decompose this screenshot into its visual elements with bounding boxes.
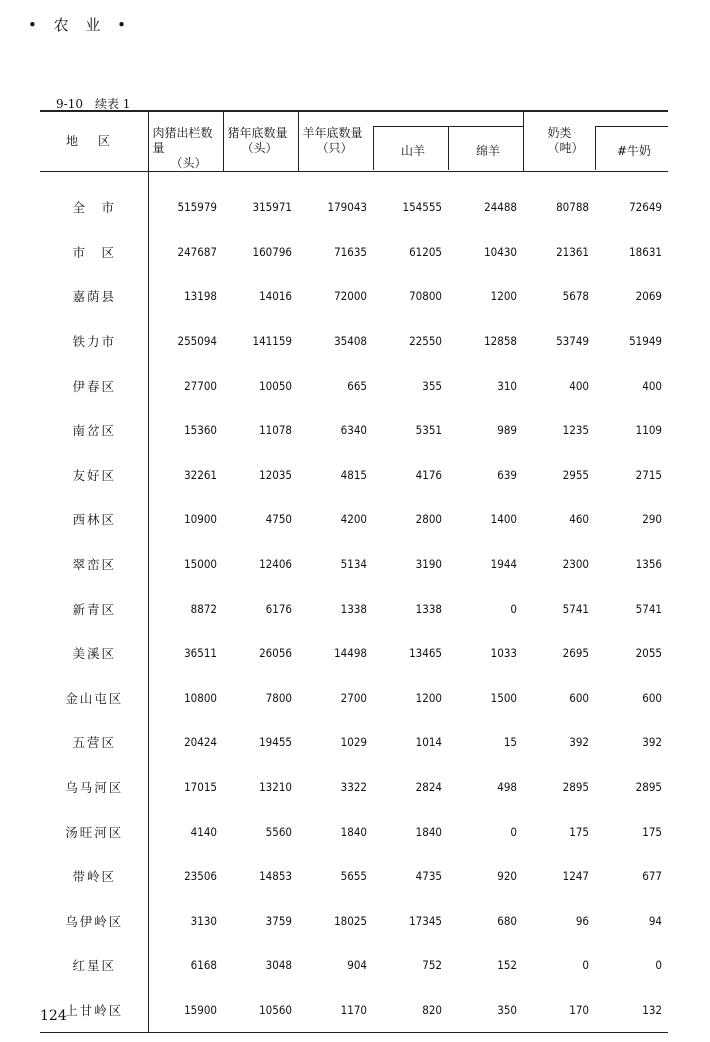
table-row: [40, 899, 668, 944]
region-cell: 五营区: [72, 735, 116, 751]
value-cell: 1200: [415, 690, 442, 705]
section-header: • 农 业 •: [28, 16, 132, 34]
region-cell: 翠峦区: [72, 557, 116, 573]
value-cell: 80788: [556, 200, 589, 215]
value-cell: 175: [642, 824, 662, 839]
value-cell: 600: [642, 690, 662, 705]
value-cell: 0: [582, 958, 589, 973]
value-cell: 15360: [148, 408, 223, 453]
value-cell: 400: [642, 378, 662, 393]
value-cell: 14853: [259, 869, 292, 884]
value-cell: 355: [422, 378, 442, 393]
header-sheep-stock-label: 羊年底数量: [302, 126, 363, 140]
region-cell: 南岔区: [72, 423, 116, 439]
table-row: [40, 453, 668, 498]
value-cell: 7800: [265, 690, 292, 705]
table-body: [40, 172, 668, 1033]
value-cell: 515979: [148, 172, 223, 230]
value-cell: 12858: [484, 334, 517, 349]
header-milk: [595, 111, 668, 172]
value-cell: 665: [347, 378, 367, 393]
value-cell: 35408: [334, 334, 367, 349]
value-cell: 4200: [340, 512, 367, 527]
value-cell: 2055: [635, 646, 662, 661]
header-dairy-label: 奶类: [547, 126, 572, 140]
value-cell: 460: [569, 512, 589, 527]
table-row: [40, 230, 668, 275]
value-cell: 5741: [562, 601, 589, 616]
value-cell: 5351: [415, 423, 442, 438]
value-cell: 8872: [148, 586, 223, 631]
value-cell: 2824: [415, 780, 442, 795]
value-cell: 310: [497, 378, 517, 393]
value-cell: 392: [642, 735, 662, 750]
statistics-table-wrapper: [40, 110, 668, 1033]
value-cell: 10900: [148, 497, 223, 542]
value-cell: 21361: [556, 244, 589, 259]
table-row: [40, 542, 668, 587]
header-pig-stock-unit: （头）: [241, 141, 278, 155]
region-cell: 伊春区: [72, 378, 116, 394]
value-cell: 1029: [340, 735, 367, 750]
table-row: [40, 363, 668, 408]
value-cell: 5134: [340, 557, 367, 572]
value-cell: 179043: [327, 200, 367, 215]
value-cell: 2069: [635, 289, 662, 304]
value-cell: 680: [497, 913, 517, 928]
value-cell: 400: [569, 378, 589, 393]
value-cell: 12406: [259, 557, 292, 572]
value-cell: 1840: [340, 824, 367, 839]
header-goat: [373, 111, 448, 172]
table-row: [40, 319, 668, 364]
value-cell: 17015: [148, 765, 223, 810]
region-cell: 西林区: [72, 512, 116, 528]
value-cell: 498: [497, 780, 517, 795]
table-row: [40, 172, 668, 230]
value-cell: 0: [510, 601, 517, 616]
value-cell: 94: [648, 913, 662, 928]
region-cell: 嘉荫县: [72, 289, 116, 305]
value-cell: 1338: [340, 601, 367, 616]
value-cell: 4750: [265, 512, 292, 527]
table-row: [40, 765, 668, 810]
value-cell: 1247: [562, 869, 589, 884]
value-cell: 2955: [562, 467, 589, 482]
region-cell: 铁力市: [72, 334, 116, 350]
value-cell: 920: [497, 869, 517, 884]
value-cell: 10560: [223, 988, 298, 1033]
header-sheep-stock: [298, 111, 373, 172]
value-cell: 1109: [635, 423, 662, 438]
value-cell: 989: [497, 423, 517, 438]
value-cell: 1500: [490, 690, 517, 705]
value-cell: 10050: [259, 378, 292, 393]
value-cell: 170: [523, 988, 595, 1033]
value-cell: 5678: [562, 289, 589, 304]
value-cell: 6340: [340, 423, 367, 438]
table-row: [40, 631, 668, 676]
value-cell: 677: [642, 869, 662, 884]
header-goat-label: 山羊: [401, 144, 426, 158]
value-cell: 350: [448, 988, 523, 1033]
value-cell: 1200: [490, 289, 517, 304]
value-cell: 1235: [562, 423, 589, 438]
region-cell: 市 区: [72, 244, 116, 260]
value-cell: 4140: [148, 809, 223, 854]
value-cell: 2700: [340, 690, 367, 705]
value-cell: 3130: [148, 899, 223, 944]
header-dairy-unit: （吨）: [547, 141, 584, 155]
value-cell: 5741: [635, 601, 662, 616]
table-row: [40, 854, 668, 899]
table-row: [40, 943, 668, 988]
value-cell: 600: [569, 690, 589, 705]
region-cell: 友好区: [72, 467, 116, 483]
value-cell: 0: [655, 958, 662, 973]
value-cell: 752: [422, 958, 442, 973]
value-cell: 27700: [148, 363, 223, 408]
value-cell: 96: [575, 913, 589, 928]
region-cell: 金山屯区: [65, 690, 124, 706]
table-row: [40, 408, 668, 453]
livestock-statistics-table: [40, 110, 668, 1033]
value-cell: 3759: [265, 913, 292, 928]
value-cell: 2895: [635, 780, 662, 795]
value-cell: 15: [503, 735, 517, 750]
region-cell: 乌伊岭区: [65, 913, 124, 929]
value-cell: 22550: [409, 334, 442, 349]
header-sheep-label: 绵羊: [476, 144, 501, 158]
region-cell: 新青区: [72, 601, 116, 617]
region-cell: 上甘岭区: [40, 988, 148, 1033]
value-cell: 20424: [148, 720, 223, 765]
value-cell: 4176: [415, 467, 442, 482]
table-row: [40, 497, 668, 542]
value-cell: 175: [569, 824, 589, 839]
value-cell: 15000: [148, 542, 223, 587]
region-cell: 红星区: [72, 958, 116, 974]
value-cell: 2895: [562, 780, 589, 795]
value-cell: 72000: [334, 289, 367, 304]
value-cell: 13210: [259, 780, 292, 795]
value-cell: 1356: [635, 557, 662, 572]
value-cell: 11078: [259, 423, 292, 438]
value-cell: 72649: [629, 200, 662, 215]
value-cell: 17345: [409, 913, 442, 928]
value-cell: 639: [497, 467, 517, 482]
header-pork-out: [148, 111, 223, 172]
value-cell: 2300: [562, 557, 589, 572]
value-cell: 2715: [635, 467, 662, 482]
header-milk-label: #牛奶: [617, 144, 652, 158]
header-pig-stock: [223, 111, 298, 172]
value-cell: 0: [510, 824, 517, 839]
value-cell: 1400: [490, 512, 517, 527]
table-row: [40, 274, 668, 319]
value-cell: 820: [373, 988, 448, 1033]
page-number: 124: [40, 1008, 67, 1024]
value-cell: 61205: [409, 244, 442, 259]
value-cell: 70800: [409, 289, 442, 304]
value-cell: 10430: [484, 244, 517, 259]
value-cell: 15900: [148, 988, 223, 1033]
header-region: 地 区: [66, 134, 115, 148]
value-cell: 18631: [629, 244, 662, 259]
table-row: [40, 809, 668, 854]
value-cell: 6168: [148, 943, 223, 988]
value-cell: 18025: [334, 913, 367, 928]
value-cell: 1014: [415, 735, 442, 750]
value-cell: 315971: [252, 200, 292, 215]
value-cell: 5560: [265, 824, 292, 839]
value-cell: 141159: [252, 334, 292, 349]
value-cell: 1944: [490, 557, 517, 572]
table-row: [40, 988, 668, 1033]
value-cell: 5655: [340, 869, 367, 884]
value-cell: 152: [497, 958, 517, 973]
header-dairy: [523, 111, 595, 172]
value-cell: 3048: [265, 958, 292, 973]
value-cell: 2695: [562, 646, 589, 661]
value-cell: 12035: [259, 467, 292, 482]
value-cell: 14498: [334, 646, 367, 661]
value-cell: 290: [642, 512, 662, 527]
value-cell: 392: [569, 735, 589, 750]
value-cell: 1840: [415, 824, 442, 839]
value-cell: 13198: [148, 274, 223, 319]
value-cell: 1170: [298, 988, 373, 1033]
value-cell: 1033: [490, 646, 517, 661]
value-cell: 154555: [402, 200, 442, 215]
value-cell: 132: [595, 988, 668, 1033]
value-cell: 24488: [484, 200, 517, 215]
region-cell: 美溪区: [72, 646, 116, 662]
region-cell: 全 市: [72, 200, 116, 216]
value-cell: 23506: [148, 854, 223, 899]
table-row: [40, 676, 668, 721]
value-cell: 4735: [415, 869, 442, 884]
value-cell: 10800: [148, 676, 223, 721]
value-cell: 3322: [340, 780, 367, 795]
value-cell: 247687: [148, 230, 223, 275]
value-cell: 32261: [148, 453, 223, 498]
value-cell: 19455: [259, 735, 292, 750]
header-pork-out-label: 肉猪出栏数量: [152, 126, 213, 155]
value-cell: 255094: [148, 319, 223, 364]
value-cell: 36511: [148, 631, 223, 676]
value-cell: 6176: [265, 601, 292, 616]
value-cell: 53749: [556, 334, 589, 349]
header-sheep: [448, 111, 523, 172]
value-cell: 26056: [259, 646, 292, 661]
table-row: [40, 586, 668, 631]
table-row: [40, 720, 668, 765]
value-cell: 160796: [252, 244, 292, 259]
value-cell: 3190: [415, 557, 442, 572]
value-cell: 904: [347, 958, 367, 973]
value-cell: 51949: [629, 334, 662, 349]
value-cell: 13465: [409, 646, 442, 661]
region-cell: 汤旺河区: [65, 824, 124, 840]
region-cell: 乌马河区: [65, 780, 124, 796]
header-pig-stock-label: 猪年底数量: [227, 126, 288, 140]
value-cell: 14016: [259, 289, 292, 304]
value-cell: 2800: [415, 512, 442, 527]
header-pork-out-unit: （头）: [170, 156, 207, 170]
region-cell: 带岭区: [72, 869, 116, 885]
table-caption: 9-10 续表 1: [56, 97, 131, 111]
value-cell: 4815: [340, 467, 367, 482]
value-cell: 71635: [334, 244, 367, 259]
header-sheep-stock-unit: （只）: [316, 141, 353, 155]
value-cell: 1338: [415, 601, 442, 616]
